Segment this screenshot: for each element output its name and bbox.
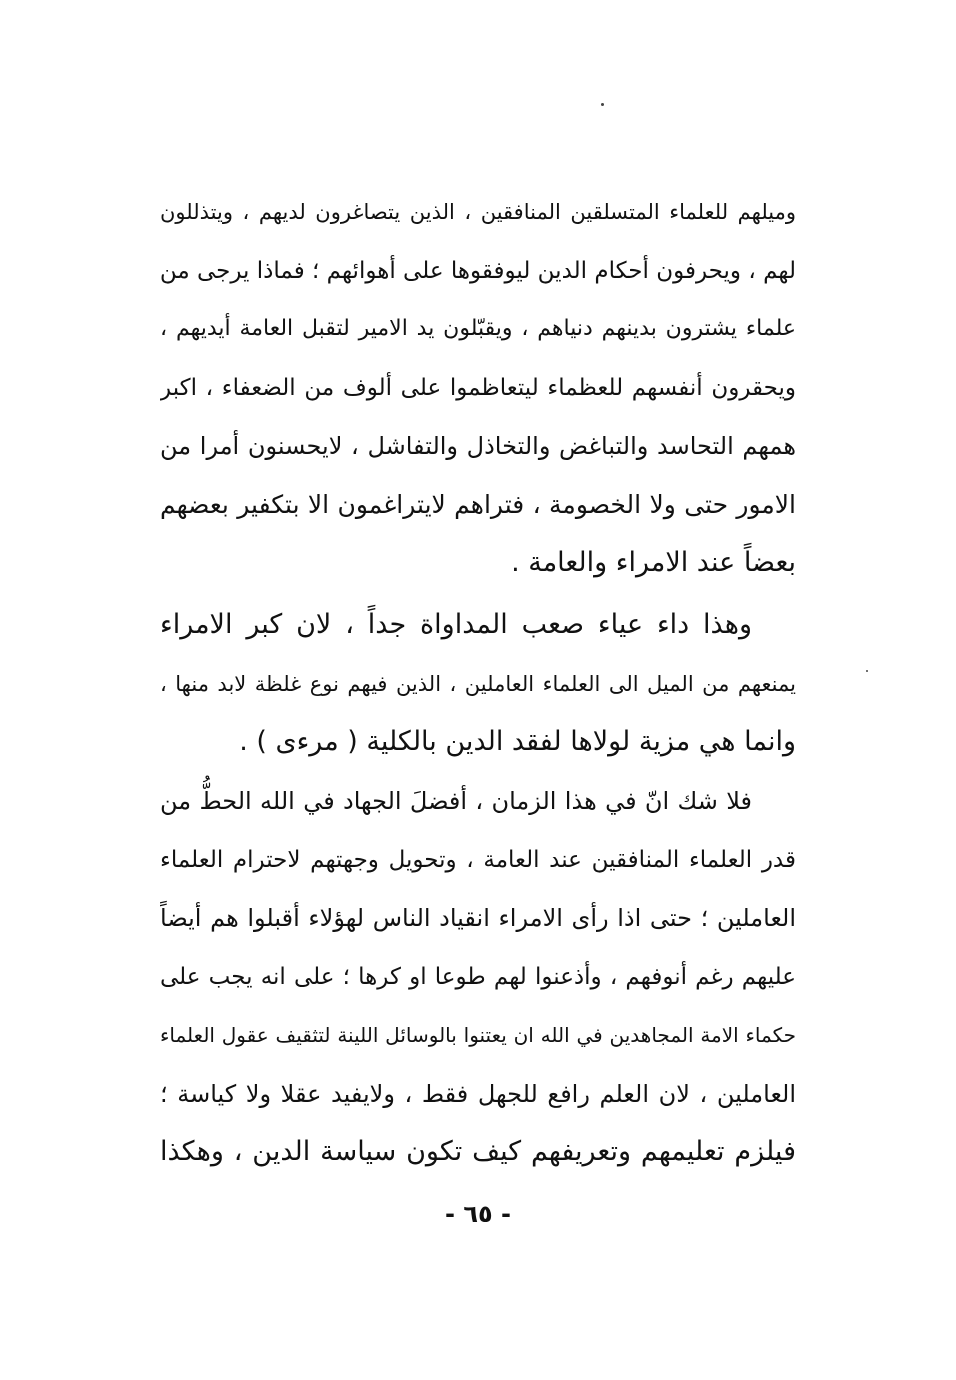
text-line: عليهم رغم أنوفهم ، وأذعنوا لهم طوعا او كرها ؛ على انه يجب على	[160, 963, 796, 990]
text-line: فلا شك انّ في هذا الزمان ، أفضلَ الجهاد في الله الحطُّ من	[160, 787, 752, 815]
text-line: العاملين ؛ حتى اذا رأى الامراء انقياد الناس لهؤلاء أقبلوا هم أيضاً	[160, 904, 796, 932]
text-line: العاملين ، لان العلم رافع للجهل فقط ، ولايفيد عقلا ولا كياسة ؛	[160, 1079, 796, 1108]
scan-speck	[601, 103, 604, 106]
page-number: - ٦٥ -	[445, 1200, 511, 1228]
text-line: وهذا داء عياء صعب المداواة جداً ، لان كبر الامراء	[160, 609, 752, 640]
text-line: وميلهم للعلماء المتسلقين المنافقين ، الذين يتصاغرون لديهم ، ويتذللون	[160, 200, 796, 224]
paragraph-2	[160, 596, 796, 772]
text-line: حكماء الامة المجاهدين في الله ان يعتنوا بالوسائل اللينة لتثقيف عقول العلماء	[160, 1023, 796, 1047]
text-line: فيلزم تعليمهم وتعريفهم كيف تكون سياسة الدين ، وهكذا	[160, 1136, 796, 1167]
text-line: الامور حتى ولا الخصومة ، فتراهم لايتراغمون الا بتكفير بعضهم	[160, 489, 796, 519]
text-line: ويحقرون أنفسهم للعظماء ليتعاظموا على ألوف من الضعفاء ، اكبر	[160, 374, 796, 401]
text-line: علماء يشترون بدينهم دنياهم ، ويقبّلون يد الامير لتقبل العامة أيديهم ،	[160, 316, 796, 341]
paragraph-3	[160, 772, 796, 1182]
paragraph-1	[160, 183, 796, 593]
text-line: يمنعهم من الميل الى العلماء العاملين ، الذين فيهم نوع غلظة لابد منها ،	[160, 671, 796, 696]
text-line: همهم التحاسد والتباغض والتخاذل والتفاشل ، لايحسنون أمرا من	[160, 432, 796, 460]
text-line: لهم ، ويحرفون أحكام الدين ليوفقوها على أهوائهم ؛ فماذا يرجى من	[160, 257, 796, 284]
text-line: وانما هي مزية لولاها لفقد الدين بالكلية ( مرءى ) .	[239, 726, 796, 757]
text-line: قدر العلماء المنافقين عند العامة ، وتحويل وجهتهم لاحترام العلماء	[160, 846, 796, 873]
scan-speck	[866, 670, 868, 672]
text-line: بعضاً عند الامراء والعامة .	[511, 547, 796, 578]
